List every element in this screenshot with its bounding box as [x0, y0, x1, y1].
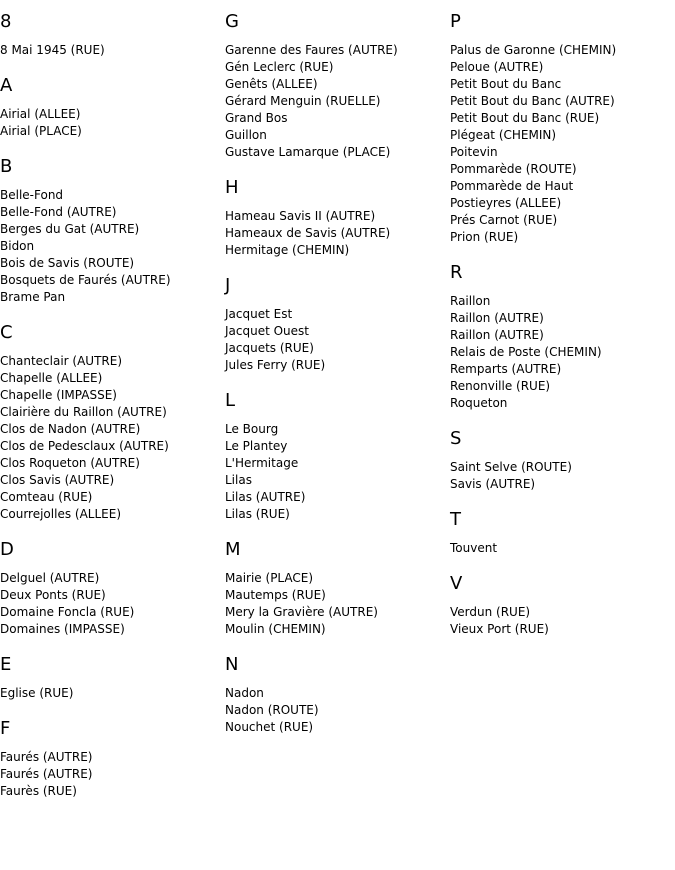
letter-section	[450, 510, 670, 557]
street-entry: Faurés (AUTRE)	[0, 750, 93, 764]
street-entry: Mery la Gravière (AUTRE)	[225, 605, 378, 619]
street-entry: Nadon (ROUTE)	[225, 703, 319, 717]
street-entry: Delguel (AUTRE)	[0, 571, 100, 585]
letter-section	[225, 276, 445, 374]
street-entry: Raillon (AUTRE)	[450, 328, 544, 342]
street-entry: Prion (RUE)	[450, 230, 519, 244]
street-entry: Belle-Fond	[0, 188, 64, 202]
street-entry: Airial (PLACE)	[0, 124, 82, 138]
section-letter-heading: N	[225, 654, 239, 675]
street-entry: Nadon	[225, 686, 264, 700]
section-letter-heading: C	[0, 322, 13, 343]
section-letter-heading: M	[225, 539, 241, 560]
street-entry: Deux Ponts (RUE)	[0, 588, 106, 602]
street-entry: Moulin (CHEMIN)	[225, 622, 326, 636]
letter-section	[225, 655, 445, 736]
letter-section	[450, 574, 670, 638]
street-entry: Faurès (RUE)	[0, 784, 77, 798]
street-entry: Postieyres (ALLEE)	[450, 196, 562, 210]
street-entry: Clos de Nadon (AUTRE)	[0, 422, 141, 436]
section-letter-heading: S	[450, 428, 462, 449]
letter-section	[0, 12, 220, 59]
street-entry: Genêts (ALLEE)	[225, 77, 318, 91]
street-entry: Petit Bout du Banc	[450, 77, 562, 91]
index-column-3	[450, 12, 670, 655]
street-entry: Hermitage (CHEMIN)	[225, 243, 350, 257]
street-entry: Lilas (RUE)	[225, 507, 290, 521]
street-entry: Le Bourg	[225, 422, 279, 436]
street-entry: Peloue (AUTRE)	[450, 60, 544, 74]
street-entry: Renonville (RUE)	[450, 379, 551, 393]
street-entry: Jules Ferry (RUE)	[225, 358, 326, 372]
street-entry: Comteau (RUE)	[0, 490, 93, 504]
section-letter-heading: H	[225, 177, 239, 198]
letter-section	[225, 540, 445, 638]
letter-section	[225, 178, 445, 259]
street-entry: Chapelle (IMPASSE)	[0, 388, 117, 402]
street-entry: Petit Bout du Banc (RUE)	[450, 111, 600, 125]
street-entry: Roqueton	[450, 396, 508, 410]
street-entry: Hameau Savis II (AUTRE)	[225, 209, 376, 223]
street-entry: Gustave Lamarque (PLACE)	[225, 145, 391, 159]
letter-section	[0, 540, 220, 638]
street-entry: Palus de Garonne (CHEMIN)	[450, 43, 617, 57]
section-letter-heading: R	[450, 262, 463, 283]
street-entry: Saint Selve (ROUTE)	[450, 460, 572, 474]
letter-section	[450, 263, 670, 412]
street-entry: Lilas	[225, 473, 252, 487]
street-entry: Pommarède (ROUTE)	[450, 162, 577, 176]
section-letter-heading: F	[0, 718, 11, 739]
street-entry: Nouchet (RUE)	[225, 720, 314, 734]
letter-section	[0, 719, 220, 800]
letter-section	[450, 429, 670, 493]
street-entry: Prés Carnot (RUE)	[450, 213, 558, 227]
street-entry: Brame Pan	[0, 290, 66, 304]
street-entry: Domaines (IMPASSE)	[0, 622, 125, 636]
street-entry: Jacquet Est	[225, 307, 293, 321]
street-entry: Mairie (PLACE)	[225, 571, 314, 585]
letter-section	[0, 323, 220, 523]
street-entry: Hameaux de Savis (AUTRE)	[225, 226, 391, 240]
section-letter-heading: G	[225, 11, 239, 32]
street-entry: Lilas (AUTRE)	[225, 490, 306, 504]
section-letter-heading: 8	[0, 11, 12, 32]
street-entry: L'Hermitage	[225, 456, 299, 470]
street-entry: Plégeat (CHEMIN)	[450, 128, 557, 142]
street-entry: Clairière du Raillon (AUTRE)	[0, 405, 167, 419]
street-entry: Domaine Foncla (RUE)	[0, 605, 135, 619]
street-entry: Courrejolles (ALLEE)	[0, 507, 122, 521]
section-letter-heading: V	[450, 573, 463, 594]
street-entry: Clos de Pedesclaux (AUTRE)	[0, 439, 169, 453]
section-letter-heading: L	[225, 390, 236, 411]
street-entry: Faurés (AUTRE)	[0, 767, 93, 781]
street-entry: Clos Roqueton (AUTRE)	[0, 456, 140, 470]
street-entry: Gén Leclerc (RUE)	[225, 60, 334, 74]
street-entry: Le Plantey	[225, 439, 288, 453]
street-entry: Savis (AUTRE)	[450, 477, 536, 491]
street-entry: Poitevin	[450, 145, 498, 159]
street-entry: Vieux Port (RUE)	[450, 622, 549, 636]
street-entry: Chanteclair (AUTRE)	[0, 354, 123, 368]
section-letter-heading: A	[0, 75, 13, 96]
section-letter-heading: T	[450, 509, 461, 530]
street-entry: Belle-Fond (AUTRE)	[0, 205, 117, 219]
letter-section	[0, 76, 220, 140]
section-letter-heading: D	[0, 539, 14, 560]
letter-section	[0, 157, 220, 306]
index-column-2	[225, 12, 445, 753]
letter-section	[0, 655, 220, 702]
street-entry: Verdun (RUE)	[450, 605, 531, 619]
street-entry: Jacquet Ouest	[225, 324, 310, 338]
street-entry: Petit Bout du Banc (AUTRE)	[450, 94, 615, 108]
street-entry: Eglise (RUE)	[0, 686, 74, 700]
street-entry: 8 Mai 1945 (RUE)	[0, 43, 105, 57]
index-column-1	[0, 12, 220, 817]
street-entry: Gérard Menguin (RUELLE)	[225, 94, 381, 108]
street-entry: Grand Bos	[225, 111, 288, 125]
letter-section	[450, 12, 670, 246]
street-entry: Bidon	[0, 239, 35, 253]
street-entry: Chapelle (ALLEE)	[0, 371, 103, 385]
street-entry: Airial (ALLEE)	[0, 107, 81, 121]
street-entry: Relais de Poste (CHEMIN)	[450, 345, 602, 359]
street-entry: Berges du Gat (AUTRE)	[0, 222, 140, 236]
street-entry: Clos Savis (AUTRE)	[0, 473, 115, 487]
street-entry: Raillon	[450, 294, 491, 308]
letter-section	[225, 12, 445, 161]
letter-section	[225, 391, 445, 523]
section-letter-heading: P	[450, 11, 461, 32]
street-entry: Bois de Savis (ROUTE)	[0, 256, 135, 270]
street-entry: Guillon	[225, 128, 267, 142]
street-entry: Garenne des Faures (AUTRE)	[225, 43, 398, 57]
section-letter-heading: J	[225, 275, 231, 296]
street-entry: Pommarède de Haut	[450, 179, 574, 193]
street-entry: Remparts (AUTRE)	[450, 362, 562, 376]
street-entry: Touvent	[450, 541, 498, 555]
section-letter-heading: B	[0, 156, 13, 177]
street-entry: Raillon (AUTRE)	[450, 311, 544, 325]
section-letter-heading: E	[0, 654, 12, 675]
street-entry: Mautemps (RUE)	[225, 588, 326, 602]
street-entry: Jacquets (RUE)	[225, 341, 314, 355]
street-entry: Bosquets de Faurés (AUTRE)	[0, 273, 171, 287]
